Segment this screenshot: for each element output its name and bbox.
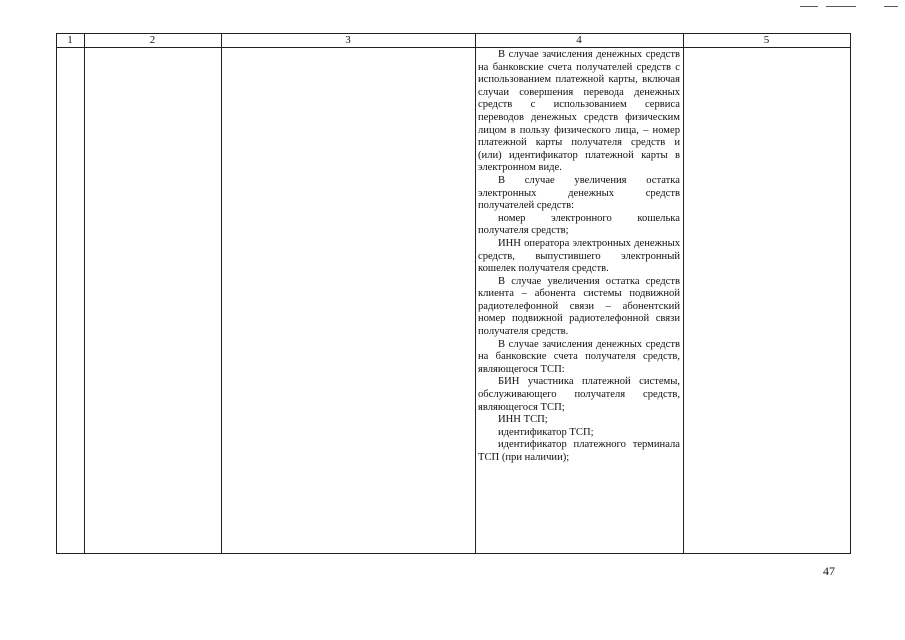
header-col-5: 5: [763, 34, 770, 46]
col4-paragraph: В случае зачисления денежных средств на банковские счета получателя средств, являющегося ТСП:: [478, 338, 680, 375]
col4-paragraph: идентификатор ТСП;: [498, 426, 594, 438]
top-mark-2: [826, 6, 856, 7]
col4-paragraph: ИНН ТСП;: [498, 414, 548, 426]
col4-content: [478, 49, 680, 465]
header-col-2: 2: [149, 34, 156, 46]
page-number: 47: [823, 564, 835, 578]
col4-paragraph: БИН участника платежной системы, обслуживающего получателя средств, являющегося ТСП;: [478, 376, 680, 413]
col-border-1-2: [84, 33, 85, 554]
requirements-table: [56, 33, 851, 554]
header-col-3: 3: [345, 34, 351, 46]
top-mark-1: [800, 6, 818, 7]
col-border-2-3: [221, 33, 222, 554]
col-border-left: [56, 33, 57, 554]
col4-paragraph: идентификатор платежного терминала ТСП (при наличии);: [478, 439, 680, 463]
header-col-4: 4: [576, 34, 582, 46]
header-bottom-border: [56, 47, 851, 48]
col4-paragraph: номер электронного кошелька получателя средств;: [478, 212, 680, 237]
col-border-right: [850, 33, 851, 554]
col-border-3-4: [475, 33, 476, 554]
col4-paragraph: В случае увеличения остатка средств клиента – абонента системы подвижной радиотелефонной связи – абонентский номер подвижной радиотелефонной связи получателя средств.: [478, 275, 680, 338]
col-border-4-5: [683, 33, 684, 554]
table-bottom-border: [56, 553, 851, 554]
col4-paragraph: В случае увеличения остатка электронных денежных средств получателей средств:: [478, 174, 680, 212]
col4-paragraph: В случае зачисления денежных средств на банковские счета получателей средств с использованием платежной карты, включая случаи совершения перевода денежных средств с использованием сервиса переводов денежных средств физическим лицом в пользу физического лица, – номер платежной карты получателя средств и (или) идентификатор платежной карты в электронном виде.: [478, 49, 680, 174]
top-mark-3: [884, 6, 898, 7]
col4-paragraph: ИНН оператора электронных денежных средств, выпустившего электронный кошелек получателя средств.: [478, 237, 680, 275]
header-col-1: 1: [67, 34, 73, 46]
